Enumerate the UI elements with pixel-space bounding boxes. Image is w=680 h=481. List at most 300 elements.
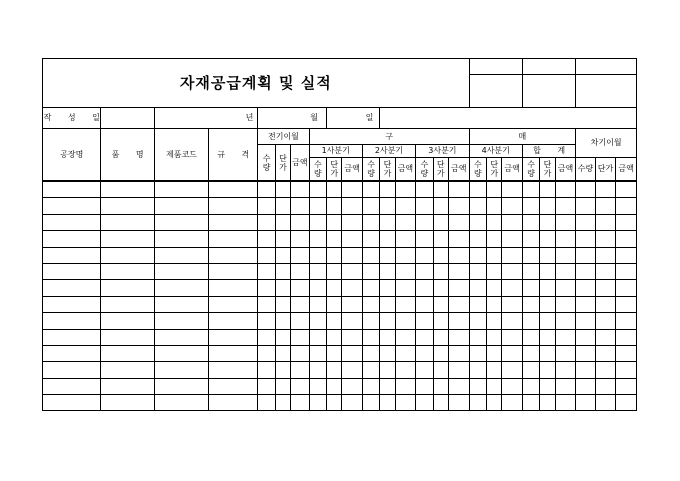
- table-cell[interactable]: [595, 280, 616, 296]
- table-cell[interactable]: [258, 296, 275, 312]
- table-cell[interactable]: [487, 231, 502, 247]
- table-cell[interactable]: [595, 198, 616, 214]
- table-cell[interactable]: [522, 362, 539, 378]
- table-cell[interactable]: [540, 345, 555, 361]
- table-cell[interactable]: [448, 313, 469, 329]
- table-cell[interactable]: [258, 247, 275, 263]
- table-cell[interactable]: [469, 378, 486, 394]
- table-cell[interactable]: [43, 296, 101, 312]
- table-cell[interactable]: [555, 329, 576, 345]
- table-cell[interactable]: [469, 362, 486, 378]
- table-cell[interactable]: [275, 395, 290, 411]
- table-cell[interactable]: [416, 263, 433, 279]
- table-cell[interactable]: [43, 329, 101, 345]
- table-cell[interactable]: [616, 296, 637, 312]
- table-cell[interactable]: [362, 214, 379, 230]
- table-cell[interactable]: [395, 345, 416, 361]
- table-cell[interactable]: [275, 378, 290, 394]
- table-cell[interactable]: [380, 198, 395, 214]
- table-cell[interactable]: [595, 362, 616, 378]
- table-cell[interactable]: [595, 231, 616, 247]
- table-cell[interactable]: [433, 247, 448, 263]
- table-cell[interactable]: [209, 214, 258, 230]
- table-cell[interactable]: [101, 198, 154, 214]
- table-cell[interactable]: [522, 263, 539, 279]
- table-cell[interactable]: [555, 214, 576, 230]
- table-cell[interactable]: [154, 247, 208, 263]
- table-cell[interactable]: [380, 247, 395, 263]
- table-cell[interactable]: [616, 181, 637, 198]
- table-cell[interactable]: [309, 214, 326, 230]
- table-cell[interactable]: [342, 181, 363, 198]
- table-cell[interactable]: [209, 231, 258, 247]
- table-cell[interactable]: [522, 181, 539, 198]
- table-cell[interactable]: [448, 181, 469, 198]
- table-cell[interactable]: [327, 263, 342, 279]
- table-cell[interactable]: [327, 313, 342, 329]
- table-cell[interactable]: [616, 214, 637, 230]
- table-cell[interactable]: [309, 181, 326, 198]
- table-cell[interactable]: [540, 395, 555, 411]
- table-cell[interactable]: [576, 378, 595, 394]
- table-cell[interactable]: [416, 345, 433, 361]
- table-cell[interactable]: [327, 280, 342, 296]
- table-cell[interactable]: [209, 395, 258, 411]
- table-cell[interactable]: [291, 280, 309, 296]
- table-cell[interactable]: [469, 263, 486, 279]
- table-cell[interactable]: [342, 329, 363, 345]
- table-cell[interactable]: [540, 247, 555, 263]
- table-cell[interactable]: [576, 181, 595, 198]
- table-cell[interactable]: [342, 263, 363, 279]
- table-cell[interactable]: [101, 231, 154, 247]
- table-cell[interactable]: [448, 231, 469, 247]
- table-cell[interactable]: [309, 345, 326, 361]
- table-cell[interactable]: [380, 362, 395, 378]
- table-cell[interactable]: [43, 181, 101, 198]
- table-cell[interactable]: [380, 214, 395, 230]
- table-cell[interactable]: [433, 345, 448, 361]
- table-cell[interactable]: [275, 231, 290, 247]
- table-cell[interactable]: [327, 231, 342, 247]
- table-cell[interactable]: [502, 198, 523, 214]
- table-cell[interactable]: [291, 263, 309, 279]
- table-cell[interactable]: [291, 247, 309, 263]
- table-cell[interactable]: [258, 214, 275, 230]
- table-cell[interactable]: [448, 395, 469, 411]
- table-cell[interactable]: [540, 231, 555, 247]
- table-cell[interactable]: [469, 280, 486, 296]
- table-cell[interactable]: [487, 263, 502, 279]
- table-cell[interactable]: [327, 329, 342, 345]
- table-cell[interactable]: [275, 280, 290, 296]
- table-cell[interactable]: [555, 395, 576, 411]
- table-cell[interactable]: [448, 378, 469, 394]
- table-cell[interactable]: [502, 231, 523, 247]
- table-cell[interactable]: [43, 198, 101, 214]
- table-cell[interactable]: [555, 198, 576, 214]
- table-cell[interactable]: [522, 378, 539, 394]
- table-cell[interactable]: [616, 231, 637, 247]
- table-cell[interactable]: [258, 280, 275, 296]
- table-cell[interactable]: [395, 214, 416, 230]
- table-cell[interactable]: [380, 181, 395, 198]
- table-cell[interactable]: [291, 362, 309, 378]
- table-cell[interactable]: [469, 395, 486, 411]
- table-cell[interactable]: [576, 247, 595, 263]
- table-cell[interactable]: [522, 247, 539, 263]
- table-cell[interactable]: [433, 296, 448, 312]
- table-cell[interactable]: [309, 247, 326, 263]
- table-cell[interactable]: [380, 378, 395, 394]
- table-cell[interactable]: [395, 247, 416, 263]
- table-cell[interactable]: [616, 378, 637, 394]
- table-cell[interactable]: [522, 198, 539, 214]
- table-cell[interactable]: [258, 231, 275, 247]
- table-cell[interactable]: [101, 362, 154, 378]
- table-cell[interactable]: [469, 181, 486, 198]
- date-year[interactable]: 년: [154, 108, 258, 129]
- table-cell[interactable]: [433, 395, 448, 411]
- table-cell[interactable]: [433, 378, 448, 394]
- table-cell[interactable]: [416, 280, 433, 296]
- table-cell[interactable]: [395, 296, 416, 312]
- table-cell[interactable]: [275, 329, 290, 345]
- table-cell[interactable]: [448, 296, 469, 312]
- table-cell[interactable]: [616, 313, 637, 329]
- table-cell[interactable]: [487, 181, 502, 198]
- table-cell[interactable]: [101, 263, 154, 279]
- table-cell[interactable]: [469, 329, 486, 345]
- table-cell[interactable]: [616, 362, 637, 378]
- table-cell[interactable]: [395, 263, 416, 279]
- table-cell[interactable]: [43, 345, 101, 361]
- table-cell[interactable]: [327, 395, 342, 411]
- table-cell[interactable]: [502, 329, 523, 345]
- table-cell[interactable]: [576, 214, 595, 230]
- table-cell[interactable]: [154, 329, 208, 345]
- table-cell[interactable]: [555, 231, 576, 247]
- table-cell[interactable]: [616, 395, 637, 411]
- table-cell[interactable]: [101, 345, 154, 361]
- table-cell[interactable]: [258, 181, 275, 198]
- table-cell[interactable]: [540, 181, 555, 198]
- table-cell[interactable]: [380, 313, 395, 329]
- table-cell[interactable]: [540, 329, 555, 345]
- table-cell[interactable]: [502, 181, 523, 198]
- table-cell[interactable]: [291, 313, 309, 329]
- table-cell[interactable]: [469, 247, 486, 263]
- table-cell[interactable]: [342, 362, 363, 378]
- table-cell[interactable]: [540, 378, 555, 394]
- table-cell[interactable]: [433, 280, 448, 296]
- table-cell[interactable]: [309, 231, 326, 247]
- table-cell[interactable]: [395, 181, 416, 198]
- table-cell[interactable]: [327, 296, 342, 312]
- table-cell[interactable]: [362, 345, 379, 361]
- table-cell[interactable]: [555, 181, 576, 198]
- table-cell[interactable]: [616, 247, 637, 263]
- table-cell[interactable]: [209, 296, 258, 312]
- table-cell[interactable]: [487, 313, 502, 329]
- table-cell[interactable]: [101, 296, 154, 312]
- table-cell[interactable]: [291, 329, 309, 345]
- approval-box-1[interactable]: [469, 75, 522, 108]
- approval-box-3[interactable]: [576, 75, 637, 108]
- table-cell[interactable]: [258, 198, 275, 214]
- table-cell[interactable]: [595, 313, 616, 329]
- table-cell[interactable]: [362, 329, 379, 345]
- table-cell[interactable]: [595, 214, 616, 230]
- table-cell[interactable]: [433, 181, 448, 198]
- table-cell[interactable]: [258, 263, 275, 279]
- table-cell[interactable]: [43, 313, 101, 329]
- table-cell[interactable]: [291, 198, 309, 214]
- table-cell[interactable]: [275, 181, 290, 198]
- table-cell[interactable]: [362, 362, 379, 378]
- table-cell[interactable]: [309, 198, 326, 214]
- table-cell[interactable]: [154, 345, 208, 361]
- table-cell[interactable]: [416, 214, 433, 230]
- table-cell[interactable]: [487, 345, 502, 361]
- table-cell[interactable]: [502, 263, 523, 279]
- table-cell[interactable]: [43, 362, 101, 378]
- table-cell[interactable]: [576, 329, 595, 345]
- table-cell[interactable]: [576, 313, 595, 329]
- table-cell[interactable]: [616, 329, 637, 345]
- table-cell[interactable]: [502, 214, 523, 230]
- table-cell[interactable]: [362, 263, 379, 279]
- table-cell[interactable]: [448, 198, 469, 214]
- table-cell[interactable]: [448, 362, 469, 378]
- table-cell[interactable]: [380, 231, 395, 247]
- table-cell[interactable]: [291, 345, 309, 361]
- table-cell[interactable]: [309, 313, 326, 329]
- table-cell[interactable]: [275, 313, 290, 329]
- table-cell[interactable]: [576, 362, 595, 378]
- table-cell[interactable]: [154, 198, 208, 214]
- table-cell[interactable]: [291, 181, 309, 198]
- table-cell[interactable]: [487, 247, 502, 263]
- table-cell[interactable]: [275, 247, 290, 263]
- table-cell[interactable]: [416, 395, 433, 411]
- table-cell[interactable]: [502, 345, 523, 361]
- table-cell[interactable]: [540, 263, 555, 279]
- table-cell[interactable]: [595, 263, 616, 279]
- table-cell[interactable]: [416, 296, 433, 312]
- table-cell[interactable]: [416, 362, 433, 378]
- table-cell[interactable]: [291, 378, 309, 394]
- table-cell[interactable]: [327, 198, 342, 214]
- table-cell[interactable]: [342, 345, 363, 361]
- table-cell[interactable]: [275, 362, 290, 378]
- table-cell[interactable]: [380, 329, 395, 345]
- table-cell[interactable]: [154, 313, 208, 329]
- table-cell[interactable]: [362, 395, 379, 411]
- table-cell[interactable]: [209, 247, 258, 263]
- table-cell[interactable]: [362, 247, 379, 263]
- table-cell[interactable]: [43, 231, 101, 247]
- table-cell[interactable]: [154, 378, 208, 394]
- table-cell[interactable]: [209, 263, 258, 279]
- table-cell[interactable]: [309, 329, 326, 345]
- table-cell[interactable]: [487, 329, 502, 345]
- table-cell[interactable]: [522, 313, 539, 329]
- table-cell[interactable]: [327, 247, 342, 263]
- date-day[interactable]: 일: [327, 108, 380, 129]
- table-cell[interactable]: [433, 313, 448, 329]
- table-cell[interactable]: [327, 181, 342, 198]
- table-cell[interactable]: [555, 247, 576, 263]
- table-cell[interactable]: [395, 378, 416, 394]
- table-cell[interactable]: [43, 395, 101, 411]
- table-cell[interactable]: [487, 280, 502, 296]
- table-cell[interactable]: [595, 181, 616, 198]
- table-cell[interactable]: [433, 231, 448, 247]
- table-cell[interactable]: [154, 280, 208, 296]
- table-cell[interactable]: [540, 198, 555, 214]
- table-cell[interactable]: [101, 214, 154, 230]
- table-cell[interactable]: [291, 395, 309, 411]
- table-cell[interactable]: [342, 395, 363, 411]
- table-cell[interactable]: [342, 247, 363, 263]
- table-cell[interactable]: [487, 362, 502, 378]
- table-cell[interactable]: [342, 198, 363, 214]
- table-cell[interactable]: [209, 198, 258, 214]
- table-cell[interactable]: [101, 181, 154, 198]
- table-cell[interactable]: [576, 280, 595, 296]
- table-cell[interactable]: [555, 313, 576, 329]
- table-cell[interactable]: [469, 345, 486, 361]
- table-cell[interactable]: [291, 231, 309, 247]
- table-cell[interactable]: [362, 198, 379, 214]
- table-cell[interactable]: [342, 280, 363, 296]
- table-cell[interactable]: [43, 214, 101, 230]
- table-cell[interactable]: [209, 181, 258, 198]
- table-cell[interactable]: [416, 231, 433, 247]
- table-cell[interactable]: [416, 378, 433, 394]
- table-cell[interactable]: [327, 345, 342, 361]
- table-cell[interactable]: [555, 362, 576, 378]
- table-cell[interactable]: [309, 296, 326, 312]
- table-cell[interactable]: [487, 214, 502, 230]
- table-cell[interactable]: [43, 247, 101, 263]
- table-cell[interactable]: [616, 198, 637, 214]
- table-cell[interactable]: [275, 263, 290, 279]
- table-cell[interactable]: [487, 395, 502, 411]
- table-cell[interactable]: [416, 181, 433, 198]
- table-cell[interactable]: [433, 198, 448, 214]
- approval-box-2[interactable]: [522, 75, 575, 108]
- table-cell[interactable]: [101, 313, 154, 329]
- table-cell[interactable]: [595, 378, 616, 394]
- table-cell[interactable]: [555, 296, 576, 312]
- table-cell[interactable]: [576, 296, 595, 312]
- table-cell[interactable]: [154, 181, 208, 198]
- table-cell[interactable]: [395, 362, 416, 378]
- table-cell[interactable]: [342, 214, 363, 230]
- table-cell[interactable]: [380, 345, 395, 361]
- table-cell[interactable]: [448, 214, 469, 230]
- table-cell[interactable]: [209, 313, 258, 329]
- table-cell[interactable]: [448, 329, 469, 345]
- table-cell[interactable]: [258, 329, 275, 345]
- table-cell[interactable]: [522, 231, 539, 247]
- table-cell[interactable]: [395, 329, 416, 345]
- table-cell[interactable]: [487, 296, 502, 312]
- table-cell[interactable]: [258, 313, 275, 329]
- table-cell[interactable]: [555, 263, 576, 279]
- table-cell[interactable]: [595, 247, 616, 263]
- table-cell[interactable]: [502, 313, 523, 329]
- table-cell[interactable]: [275, 345, 290, 361]
- table-cell[interactable]: [342, 296, 363, 312]
- table-cell[interactable]: [395, 313, 416, 329]
- table-cell[interactable]: [576, 198, 595, 214]
- table-cell[interactable]: [595, 329, 616, 345]
- table-cell[interactable]: [576, 395, 595, 411]
- table-cell[interactable]: [154, 231, 208, 247]
- table-cell[interactable]: [209, 362, 258, 378]
- table-cell[interactable]: [540, 280, 555, 296]
- table-cell[interactable]: [327, 214, 342, 230]
- table-cell[interactable]: [309, 395, 326, 411]
- table-cell[interactable]: [540, 214, 555, 230]
- table-cell[interactable]: [487, 198, 502, 214]
- table-cell[interactable]: [433, 329, 448, 345]
- table-cell[interactable]: [275, 296, 290, 312]
- table-cell[interactable]: [327, 362, 342, 378]
- table-cell[interactable]: [469, 198, 486, 214]
- table-cell[interactable]: [154, 395, 208, 411]
- table-cell[interactable]: [502, 378, 523, 394]
- table-cell[interactable]: [555, 345, 576, 361]
- table-cell[interactable]: [154, 263, 208, 279]
- table-cell[interactable]: [209, 329, 258, 345]
- table-cell[interactable]: [209, 280, 258, 296]
- table-cell[interactable]: [595, 345, 616, 361]
- table-cell[interactable]: [362, 296, 379, 312]
- table-cell[interactable]: [101, 247, 154, 263]
- table-cell[interactable]: [595, 296, 616, 312]
- table-cell[interactable]: [209, 345, 258, 361]
- table-cell[interactable]: [469, 313, 486, 329]
- table-cell[interactable]: [342, 313, 363, 329]
- table-cell[interactable]: [258, 345, 275, 361]
- table-cell[interactable]: [309, 362, 326, 378]
- table-cell[interactable]: [540, 296, 555, 312]
- table-cell[interactable]: [309, 378, 326, 394]
- table-cell[interactable]: [101, 329, 154, 345]
- table-cell[interactable]: [469, 296, 486, 312]
- table-cell[interactable]: [448, 345, 469, 361]
- table-cell[interactable]: [362, 313, 379, 329]
- table-cell[interactable]: [522, 296, 539, 312]
- table-cell[interactable]: [291, 214, 309, 230]
- table-cell[interactable]: [395, 395, 416, 411]
- table-cell[interactable]: [101, 395, 154, 411]
- table-cell[interactable]: [448, 280, 469, 296]
- table-cell[interactable]: [395, 280, 416, 296]
- table-cell[interactable]: [342, 231, 363, 247]
- table-cell[interactable]: [362, 181, 379, 198]
- table-cell[interactable]: [101, 378, 154, 394]
- table-cell[interactable]: [362, 280, 379, 296]
- table-cell[interactable]: [416, 313, 433, 329]
- table-cell[interactable]: [154, 214, 208, 230]
- table-cell[interactable]: [275, 214, 290, 230]
- table-cell[interactable]: [448, 247, 469, 263]
